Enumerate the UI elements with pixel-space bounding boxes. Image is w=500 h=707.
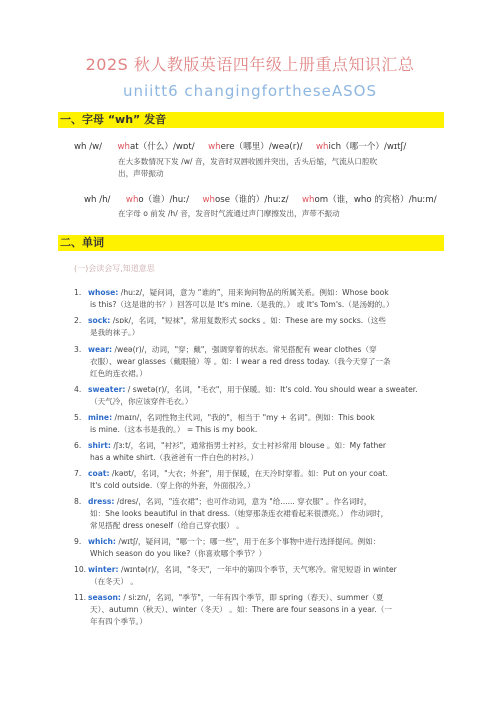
phonics-prefix: wh /h/	[84, 195, 111, 205]
vocab-item: 2. sock: /sɒk/，名词，"短袜"，常用复数形式 socks 。如：These are my socks.（这些 是我的袜子。）	[74, 316, 386, 337]
vocab-item: 9. which: /wɪtʃ/，疑问词，"哪一个；哪一些"，用于在多个事物中进行选择提问。例如： Which season do you like?（你喜欢哪个季节？）	[74, 537, 381, 558]
phonics-example: who（谁）/huː/	[125, 195, 190, 205]
vocab-item: 6. shirt: /ʃɜːt/，名词，"衬衫"，通常指男士衬衫，女士衬衫常用 blouse 。如：My father has a white shirt.（我爸爸有一件白色的衬衫。）	[74, 441, 387, 462]
vocab-item: 11. season: / siːzn/，名词，"季节"，一年有四个季节，即 spring（春天）、summer（夏 天）、autumn（秋天）、winter（冬天） 。如：There are four seasons in a year.（一 年有四个季节。）	[74, 593, 392, 626]
phonics-example: whom（谁，who 的宾格）/huːm/	[301, 195, 437, 205]
page-title: 202S 秋人教版英语四年级上册重点知识汇总	[85, 55, 415, 74]
phonics-example: which（哪一个）/wɪtʃ/	[316, 142, 407, 152]
vocab-item: 4. sweater: / swetə(r)/，名词，"毛衣"，用于保暖。如：It's cold. You should wear a sweater. （天气冷，你应该穿件毛衣。）	[74, 385, 418, 406]
vocab-item: 7. coat: /kəʊt/，名词，"大衣；外套"，用于保暖，在天冷时穿着。如：Put on your coat. It's cold outside.（穿上你的外套，外面很冷。）	[74, 469, 388, 490]
vocab-item: 1. whose: /huːz/，疑问词，意为 “谁的”，用来询问物品的所属关系。例如：Whose book is this?（这是谁的书？）回答可以是 It's mine.（是我的。） 或 It's Tom's.（是汤姆的。）	[74, 288, 394, 309]
section-heading-letters: 一、字母 “wh” 发音	[58, 112, 444, 128]
phonics-example: whose（谁的）/huːz/	[202, 195, 289, 205]
phonics-prefix: wh /w/	[74, 142, 103, 152]
vocab-item: 5. mine: /maɪn/，名词性物主代词，"我的"，相当于 "my + 名词"。例如：This book is mine.（这本书是我的。） = This is my book.	[74, 413, 375, 434]
phonics-note-w: 在大多数情况下发 /w/ 音，发音时双唇收圆并突出，舌头后缩，气流从口腔吹 出，声带振动	[118, 157, 378, 178]
vocab-item: 3. wear: /weə(r)/，动词，"穿；戴"，强调穿着的状态。常见搭配有 wear clothes（穿 衣服）、wear glasses（戴眼镜）等 。如：I wear a red dress today.（我今天穿了一条 红色的连衣裙。）	[74, 345, 391, 378]
phonics-example: what（什么）/wɒt/	[117, 142, 195, 152]
phonics-example: where（哪里）/weə(r)/	[208, 142, 303, 152]
section-heading-vocabulary: 二、单词	[58, 235, 444, 251]
phonics-row-h	[84, 193, 437, 205]
vocab-item: 8. dress: /dres/，名词，"连衣裙"；也可作动词，意为 "给...... 穿衣服" 。作名词时， 如：She looks beautiful in that dress.（她穿那条连衣裙看起来很漂亮。） 作动词时， 常见搭配 dress oneself（给自己穿衣服） 。	[74, 497, 389, 530]
phonics-note-h: 在字母 o 前发 /h/ 音，发音时气流通过声门摩擦发出，声带不振动	[118, 209, 340, 218]
page-subtitle: uniitt6 changingfortheseASOS	[123, 82, 377, 100]
phonics-row-w	[74, 140, 406, 152]
vocab-item: 10. winter: /wɪntə(r)/，名词，"冬天"，一年中的第四个季节，天气寒冷。常见短语 in winter （在冬天） 。	[74, 565, 397, 586]
vocabulary-subheading: (一)会读会写,知道意思	[74, 264, 155, 273]
